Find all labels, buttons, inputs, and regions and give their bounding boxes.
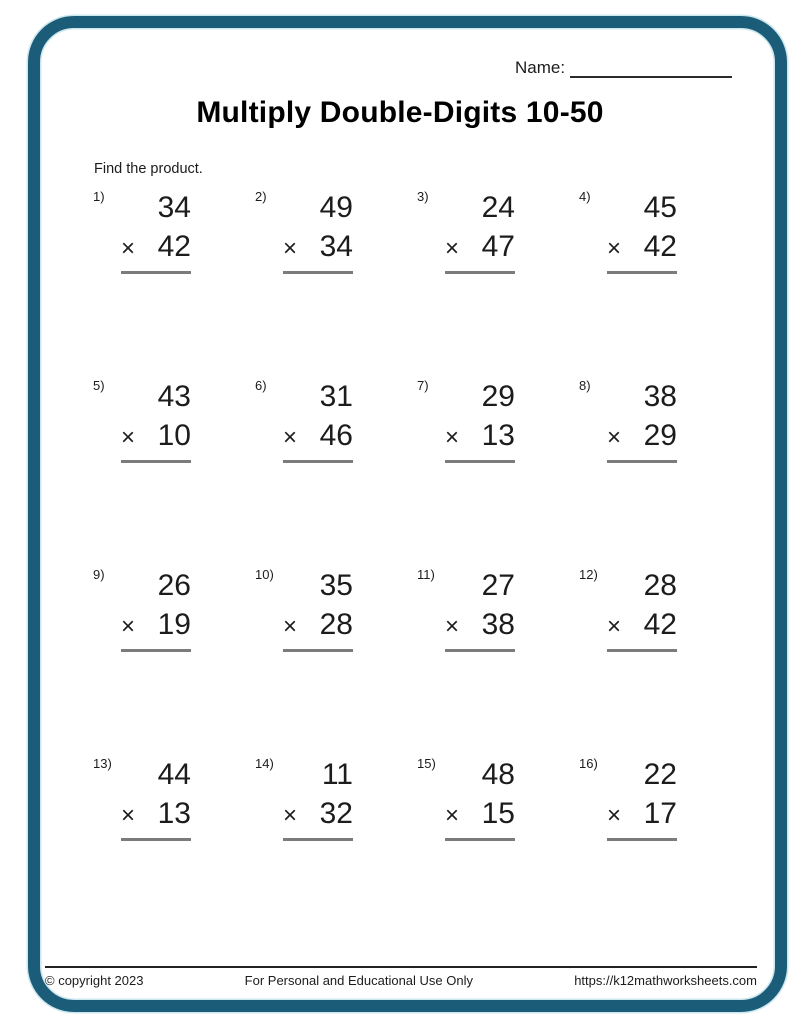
instruction-text: Find the product. — [94, 161, 203, 177]
multiplicand: 27 — [481, 569, 515, 602]
problem-cell-9 — [93, 566, 255, 755]
problem-work — [445, 188, 515, 274]
multiplier: 29 — [643, 419, 677, 452]
problem-cell-13 — [93, 755, 255, 944]
times-symbol: × — [445, 613, 460, 640]
answer-line — [607, 271, 677, 274]
problems-grid — [93, 188, 741, 944]
problem-cell-6 — [255, 377, 417, 566]
multiplier: 42 — [643, 230, 677, 263]
problem-number: 14) — [255, 756, 274, 771]
times-symbol: × — [607, 424, 622, 451]
problem-number: 11) — [417, 567, 435, 582]
times-symbol: × — [121, 235, 136, 262]
problem-work — [607, 377, 677, 463]
multiplicand: 43 — [157, 380, 191, 413]
problem-cell-14 — [255, 755, 417, 944]
problem-work — [445, 566, 515, 652]
times-symbol: × — [121, 424, 136, 451]
multiplicand: 49 — [319, 191, 353, 224]
multiplicand: 31 — [319, 380, 353, 413]
problem-number: 10) — [255, 567, 274, 582]
times-symbol: × — [445, 802, 460, 829]
problem-number: 9) — [93, 567, 105, 582]
multiplier: 28 — [319, 608, 353, 641]
times-symbol: × — [283, 424, 298, 451]
times-symbol: × — [121, 613, 136, 640]
problem-number: 7) — [417, 378, 429, 393]
times-symbol: × — [283, 802, 298, 829]
problem-number: 1) — [93, 189, 105, 204]
footer-divider — [45, 966, 757, 968]
multiplier: 13 — [481, 419, 515, 452]
times-symbol: × — [607, 613, 622, 640]
multiplier: 32 — [319, 797, 353, 830]
problem-cell-15 — [417, 755, 579, 944]
problem-cell-12 — [579, 566, 741, 755]
problem-work — [121, 188, 191, 274]
multiplicand: 38 — [643, 380, 677, 413]
problem-number: 13) — [93, 756, 112, 771]
name-field — [515, 56, 732, 78]
problem-cell-7 — [417, 377, 579, 566]
problem-cell-5 — [93, 377, 255, 566]
multiplicand: 28 — [643, 569, 677, 602]
problem-work — [607, 566, 677, 652]
multiplicand: 35 — [319, 569, 353, 602]
problem-cell-2 — [255, 188, 417, 377]
answer-line — [283, 271, 353, 274]
answer-line — [445, 838, 515, 841]
problem-cell-3 — [417, 188, 579, 377]
problem-cell-11 — [417, 566, 579, 755]
answer-line — [445, 460, 515, 463]
footer-usage-text: For Personal and Educational Use Only — [244, 973, 474, 988]
multiplier: 15 — [481, 797, 515, 830]
problem-work — [121, 755, 191, 841]
answer-line — [283, 460, 353, 463]
answer-line — [607, 460, 677, 463]
answer-line — [121, 649, 191, 652]
multiplicand: 24 — [481, 191, 515, 224]
multiplicand: 29 — [481, 380, 515, 413]
problem-number: 4) — [579, 189, 591, 204]
multiplicand: 45 — [643, 191, 677, 224]
page-title: Multiply Double-Digits 10-50 — [196, 96, 604, 129]
footer-copyright: © copyright 2023 — [45, 973, 144, 988]
multiplicand: 22 — [643, 758, 677, 791]
answer-line — [445, 649, 515, 652]
multiplicand: 44 — [157, 758, 191, 791]
footer-website-link[interactable]: https://k12mathworksheets.com — [574, 973, 757, 988]
multiplier: 46 — [319, 419, 353, 452]
problem-cell-8 — [579, 377, 741, 566]
problem-work — [283, 755, 353, 841]
times-symbol: × — [121, 802, 136, 829]
multiplicand: 48 — [481, 758, 515, 791]
times-symbol: × — [283, 613, 298, 640]
multiplier: 42 — [643, 608, 677, 641]
problem-work — [607, 755, 677, 841]
problem-number: 12) — [579, 567, 598, 582]
answer-line — [121, 838, 191, 841]
answer-line — [283, 838, 353, 841]
problem-work — [283, 377, 353, 463]
multiplicand: 34 — [157, 191, 191, 224]
problem-cell-1 — [93, 188, 255, 377]
answer-line — [121, 460, 191, 463]
multiplier: 19 — [157, 608, 191, 641]
problem-work — [283, 188, 353, 274]
problem-number: 6) — [255, 378, 267, 393]
problem-number: 16) — [579, 756, 598, 771]
name-blank-line — [570, 56, 732, 78]
times-symbol: × — [445, 235, 460, 262]
multiplier: 38 — [481, 608, 515, 641]
times-symbol: × — [445, 424, 460, 451]
times-symbol: × — [283, 235, 298, 262]
problem-work — [283, 566, 353, 652]
answer-line — [283, 649, 353, 652]
problem-cell-4 — [579, 188, 741, 377]
problem-number: 5) — [93, 378, 105, 393]
multiplier: 13 — [157, 797, 191, 830]
multiplier: 17 — [643, 797, 677, 830]
answer-line — [607, 838, 677, 841]
name-label: Name: — [515, 58, 566, 77]
times-symbol: × — [607, 235, 622, 262]
problem-work — [445, 755, 515, 841]
multiplier: 10 — [157, 419, 191, 452]
problem-number: 8) — [579, 378, 591, 393]
multiplier: 34 — [319, 230, 353, 263]
problem-work — [607, 188, 677, 274]
multiplier: 47 — [481, 230, 515, 263]
problem-cell-10 — [255, 566, 417, 755]
problem-work — [445, 377, 515, 463]
problem-work — [121, 566, 191, 652]
answer-line — [121, 271, 191, 274]
problem-cell-16 — [579, 755, 741, 944]
problem-number: 2) — [255, 189, 267, 204]
answer-line — [445, 271, 515, 274]
multiplicand: 26 — [157, 569, 191, 602]
times-symbol: × — [607, 802, 622, 829]
multiplicand: 11 — [321, 758, 353, 791]
problem-work — [121, 377, 191, 463]
answer-line — [607, 649, 677, 652]
multiplier: 42 — [157, 230, 191, 263]
problem-number: 15) — [417, 756, 436, 771]
problem-number: 3) — [417, 189, 429, 204]
page-footer — [45, 966, 757, 988]
